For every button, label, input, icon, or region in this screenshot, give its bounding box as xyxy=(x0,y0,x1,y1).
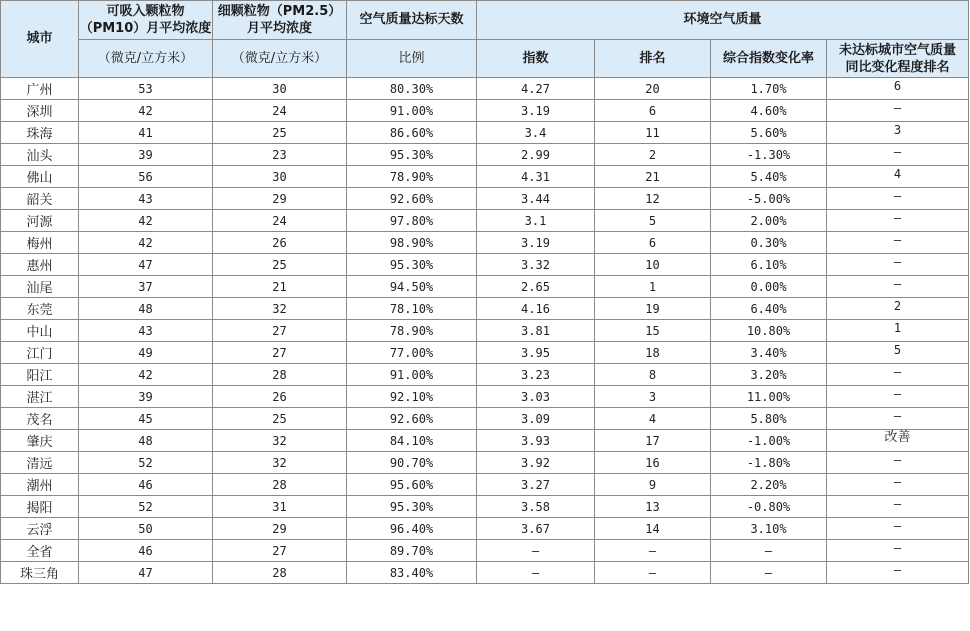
cell-pm10: 39 xyxy=(79,386,213,408)
cell-city: 全省 xyxy=(1,540,79,562)
table-row xyxy=(1,342,969,364)
header-pm10-unit: （微克/立方米） xyxy=(79,40,213,78)
cell-city: 珠三角 xyxy=(1,562,79,584)
cell-ratio: 92.60% xyxy=(347,408,477,430)
header-rank: 排名 xyxy=(595,40,711,78)
cell-yoy-rank: — xyxy=(827,562,969,584)
cell-rank: 13 xyxy=(595,496,711,518)
cell-index: 3.93 xyxy=(477,430,595,452)
cell-ratio: 86.60% xyxy=(347,122,477,144)
cell-city: 河源 xyxy=(1,210,79,232)
cell-index: 4.16 xyxy=(477,298,595,320)
cell-ratio: 91.00% xyxy=(347,364,477,386)
cell-index: 2.99 xyxy=(477,144,595,166)
table-row xyxy=(1,320,969,342)
table-header xyxy=(1,1,969,78)
table-row xyxy=(1,474,969,496)
cell-yoy-rank: — xyxy=(827,364,969,386)
cell-change-rate: 5.80% xyxy=(711,408,827,430)
cell-pm25: 30 xyxy=(213,78,347,100)
cell-index: 3.32 xyxy=(477,254,595,276)
cell-pm10: 47 xyxy=(79,254,213,276)
cell-yoy-rank: — xyxy=(827,408,969,430)
cell-ratio: 92.10% xyxy=(347,386,477,408)
table-row xyxy=(1,540,969,562)
cell-rank: — xyxy=(595,540,711,562)
cell-city: 潮州 xyxy=(1,474,79,496)
table-row xyxy=(1,210,969,232)
cell-city: 珠海 xyxy=(1,122,79,144)
cell-index: 4.31 xyxy=(477,166,595,188)
cell-change-rate: 1.70% xyxy=(711,78,827,100)
cell-change-rate: -5.00% xyxy=(711,188,827,210)
cell-change-rate: -0.80% xyxy=(711,496,827,518)
cell-ratio: 97.80% xyxy=(347,210,477,232)
cell-ratio: 94.50% xyxy=(347,276,477,298)
table-row xyxy=(1,298,969,320)
cell-change-rate: 2.00% xyxy=(711,210,827,232)
cell-rank: 18 xyxy=(595,342,711,364)
cell-pm25: 27 xyxy=(213,342,347,364)
cell-ratio: 92.60% xyxy=(347,188,477,210)
cell-rank: 21 xyxy=(595,166,711,188)
cell-rank: 3 xyxy=(595,386,711,408)
cell-pm10: 50 xyxy=(79,518,213,540)
cell-rank: 12 xyxy=(595,188,711,210)
cell-ratio: 84.10% xyxy=(347,430,477,452)
cell-rank: 15 xyxy=(595,320,711,342)
header-yoy-rank xyxy=(827,40,969,78)
table-row xyxy=(1,562,969,584)
cell-pm10: 42 xyxy=(79,364,213,386)
cell-pm25: 28 xyxy=(213,562,347,584)
cell-change-rate: — xyxy=(711,562,827,584)
table-row xyxy=(1,254,969,276)
cell-change-rate: 11.00% xyxy=(711,386,827,408)
cell-index: 3.81 xyxy=(477,320,595,342)
cell-yoy-rank: — xyxy=(827,232,969,254)
header-pm25-unit: （微克/立方米） xyxy=(213,40,347,78)
cell-pm25: 28 xyxy=(213,364,347,386)
cell-pm25: 32 xyxy=(213,430,347,452)
cell-city: 梅州 xyxy=(1,232,79,254)
table-body xyxy=(1,78,969,584)
cell-yoy-rank: — xyxy=(827,276,969,298)
cell-index: 3.19 xyxy=(477,232,595,254)
cell-pm10: 39 xyxy=(79,144,213,166)
cell-ratio: 95.60% xyxy=(347,474,477,496)
cell-yoy-rank: — xyxy=(827,496,969,518)
cell-ratio: 96.40% xyxy=(347,518,477,540)
cell-pm10: 52 xyxy=(79,452,213,474)
cell-pm10: 43 xyxy=(79,320,213,342)
cell-rank: 20 xyxy=(595,78,711,100)
cell-change-rate: 3.40% xyxy=(711,342,827,364)
cell-city: 云浮 xyxy=(1,518,79,540)
cell-pm25: 21 xyxy=(213,276,347,298)
header-pm10-line2: （PM10）月平均浓度 xyxy=(79,21,212,36)
cell-change-rate: 10.80% xyxy=(711,320,827,342)
cell-city: 阳江 xyxy=(1,364,79,386)
cell-index: 3.58 xyxy=(477,496,595,518)
header-pm10-line1: 可吸入颗粒物 xyxy=(106,4,185,19)
cell-city: 茂名 xyxy=(1,408,79,430)
cell-pm25: 24 xyxy=(213,210,347,232)
cell-city: 江门 xyxy=(1,342,79,364)
cell-pm25: 25 xyxy=(213,408,347,430)
cell-index: 3.4 xyxy=(477,122,595,144)
cell-change-rate: -1.80% xyxy=(711,452,827,474)
header-pm10 xyxy=(79,1,213,40)
cell-rank: 6 xyxy=(595,232,711,254)
cell-yoy-rank: — xyxy=(827,100,969,122)
cell-rank: 10 xyxy=(595,254,711,276)
cell-ratio: 78.90% xyxy=(347,320,477,342)
header-change-rate: 综合指数变化率 xyxy=(711,40,827,78)
cell-yoy-rank: 4 xyxy=(827,166,969,188)
cell-pm10: 47 xyxy=(79,562,213,584)
cell-yoy-rank: 2 xyxy=(827,298,969,320)
cell-ratio: 98.90% xyxy=(347,232,477,254)
cell-rank: — xyxy=(595,562,711,584)
cell-change-rate: 0.00% xyxy=(711,276,827,298)
cell-index: 3.27 xyxy=(477,474,595,496)
cell-yoy-rank: — xyxy=(827,386,969,408)
cell-index: 3.92 xyxy=(477,452,595,474)
cell-pm10: 37 xyxy=(79,276,213,298)
cell-yoy-rank: 5 xyxy=(827,342,969,364)
table-row xyxy=(1,166,969,188)
cell-ratio: 91.00% xyxy=(347,100,477,122)
cell-index: 3.1 xyxy=(477,210,595,232)
cell-index: 3.44 xyxy=(477,188,595,210)
cell-change-rate: 5.60% xyxy=(711,122,827,144)
cell-index: — xyxy=(477,540,595,562)
table-row xyxy=(1,364,969,386)
cell-yoy-rank: — xyxy=(827,188,969,210)
cell-city: 韶关 xyxy=(1,188,79,210)
cell-yoy-rank: — xyxy=(827,540,969,562)
cell-yoy-rank: — xyxy=(827,518,969,540)
cell-ratio: 90.70% xyxy=(347,452,477,474)
cell-pm10: 49 xyxy=(79,342,213,364)
cell-rank: 9 xyxy=(595,474,711,496)
cell-ratio: 80.30% xyxy=(347,78,477,100)
cell-pm25: 25 xyxy=(213,122,347,144)
cell-change-rate: -1.30% xyxy=(711,144,827,166)
table-row xyxy=(1,452,969,474)
table-row xyxy=(1,232,969,254)
header-city: 城市 xyxy=(1,1,79,78)
cell-change-rate: 3.20% xyxy=(711,364,827,386)
table-row xyxy=(1,144,969,166)
cell-yoy-rank: 改善 xyxy=(827,430,969,452)
cell-pm25: 24 xyxy=(213,100,347,122)
cell-pm10: 42 xyxy=(79,100,213,122)
cell-rank: 11 xyxy=(595,122,711,144)
table-row xyxy=(1,276,969,298)
table-row xyxy=(1,518,969,540)
cell-ratio: 78.10% xyxy=(347,298,477,320)
cell-ratio: 89.70% xyxy=(347,540,477,562)
cell-change-rate: -1.00% xyxy=(711,430,827,452)
cell-pm25: 29 xyxy=(213,188,347,210)
header-yoy-rank-line2: 同比变化程度排名 xyxy=(845,59,950,75)
cell-index: 3.09 xyxy=(477,408,595,430)
cell-pm25: 32 xyxy=(213,452,347,474)
cell-pm25: 31 xyxy=(213,496,347,518)
cell-rank: 6 xyxy=(595,100,711,122)
table-row xyxy=(1,496,969,518)
cell-pm25: 27 xyxy=(213,540,347,562)
cell-yoy-rank: — xyxy=(827,254,969,276)
cell-rank: 16 xyxy=(595,452,711,474)
cell-ratio: 95.30% xyxy=(347,144,477,166)
cell-yoy-rank: 6 xyxy=(827,78,969,100)
cell-city: 湛江 xyxy=(1,386,79,408)
header-ratio: 比例 xyxy=(347,40,477,78)
table-row xyxy=(1,430,969,452)
cell-pm10: 43 xyxy=(79,188,213,210)
cell-rank: 2 xyxy=(595,144,711,166)
cell-pm25: 26 xyxy=(213,232,347,254)
cell-change-rate: 4.60% xyxy=(711,100,827,122)
table-row xyxy=(1,408,969,430)
cell-index: 2.65 xyxy=(477,276,595,298)
table-row xyxy=(1,100,969,122)
cell-rank: 5 xyxy=(595,210,711,232)
cell-pm10: 42 xyxy=(79,232,213,254)
cell-index: 4.27 xyxy=(477,78,595,100)
cell-change-rate: 2.20% xyxy=(711,474,827,496)
cell-rank: 14 xyxy=(595,518,711,540)
cell-yoy-rank: — xyxy=(827,474,969,496)
header-days: 空气质量达标天数 xyxy=(347,1,477,40)
cell-city: 揭阳 xyxy=(1,496,79,518)
cell-rank: 4 xyxy=(595,408,711,430)
cell-pm10: 41 xyxy=(79,122,213,144)
cell-pm25: 32 xyxy=(213,298,347,320)
cell-pm10: 45 xyxy=(79,408,213,430)
cell-rank: 17 xyxy=(595,430,711,452)
header-pm25 xyxy=(213,1,347,40)
cell-pm10: 48 xyxy=(79,298,213,320)
cell-city: 汕尾 xyxy=(1,276,79,298)
table-row xyxy=(1,188,969,210)
cell-ratio: 77.00% xyxy=(347,342,477,364)
cell-index: 3.95 xyxy=(477,342,595,364)
cell-pm25: 27 xyxy=(213,320,347,342)
cell-city: 佛山 xyxy=(1,166,79,188)
cell-rank: 8 xyxy=(595,364,711,386)
cell-ratio: 95.30% xyxy=(347,254,477,276)
header-yoy-rank-line1: 未达标城市空气质量 xyxy=(839,42,957,58)
cell-city: 惠州 xyxy=(1,254,79,276)
cell-pm25: 25 xyxy=(213,254,347,276)
cell-ratio: 78.90% xyxy=(347,166,477,188)
cell-index: — xyxy=(477,562,595,584)
cell-pm25: 30 xyxy=(213,166,347,188)
cell-index: 3.19 xyxy=(477,100,595,122)
cell-pm10: 48 xyxy=(79,430,213,452)
header-index: 指数 xyxy=(477,40,595,78)
cell-ratio: 83.40% xyxy=(347,562,477,584)
cell-city: 清远 xyxy=(1,452,79,474)
table-row xyxy=(1,78,969,100)
header-env-quality: 环境空气质量 xyxy=(477,1,969,40)
cell-change-rate: 0.30% xyxy=(711,232,827,254)
cell-city: 肇庆 xyxy=(1,430,79,452)
cell-pm25: 23 xyxy=(213,144,347,166)
cell-pm25: 26 xyxy=(213,386,347,408)
cell-yoy-rank: — xyxy=(827,452,969,474)
table-row xyxy=(1,386,969,408)
cell-yoy-rank: — xyxy=(827,210,969,232)
cell-rank: 19 xyxy=(595,298,711,320)
table-row xyxy=(1,122,969,144)
cell-pm25: 28 xyxy=(213,474,347,496)
cell-pm10: 53 xyxy=(79,78,213,100)
header-pm25-line1: 细颗粒物（PM2.5） xyxy=(217,4,342,19)
cell-city: 广州 xyxy=(1,78,79,100)
cell-city: 中山 xyxy=(1,320,79,342)
cell-city: 深圳 xyxy=(1,100,79,122)
cell-pm10: 42 xyxy=(79,210,213,232)
cell-yoy-rank: 3 xyxy=(827,122,969,144)
cell-index: 3.23 xyxy=(477,364,595,386)
cell-pm10: 56 xyxy=(79,166,213,188)
cell-change-rate: 5.40% xyxy=(711,166,827,188)
cell-rank: 1 xyxy=(595,276,711,298)
cell-ratio: 95.30% xyxy=(347,496,477,518)
cell-change-rate: 6.10% xyxy=(711,254,827,276)
cell-pm10: 46 xyxy=(79,474,213,496)
cell-city: 东莞 xyxy=(1,298,79,320)
cell-yoy-rank: 1 xyxy=(827,320,969,342)
cell-index: 3.67 xyxy=(477,518,595,540)
header-pm25-line2: 月平均浓度 xyxy=(246,21,312,36)
cell-change-rate: 3.10% xyxy=(711,518,827,540)
cell-change-rate: 6.40% xyxy=(711,298,827,320)
cell-city: 汕头 xyxy=(1,144,79,166)
cell-yoy-rank: — xyxy=(827,144,969,166)
cell-change-rate: — xyxy=(711,540,827,562)
cell-index: 3.03 xyxy=(477,386,595,408)
cell-pm25: 29 xyxy=(213,518,347,540)
cell-pm10: 52 xyxy=(79,496,213,518)
cell-pm10: 46 xyxy=(79,540,213,562)
